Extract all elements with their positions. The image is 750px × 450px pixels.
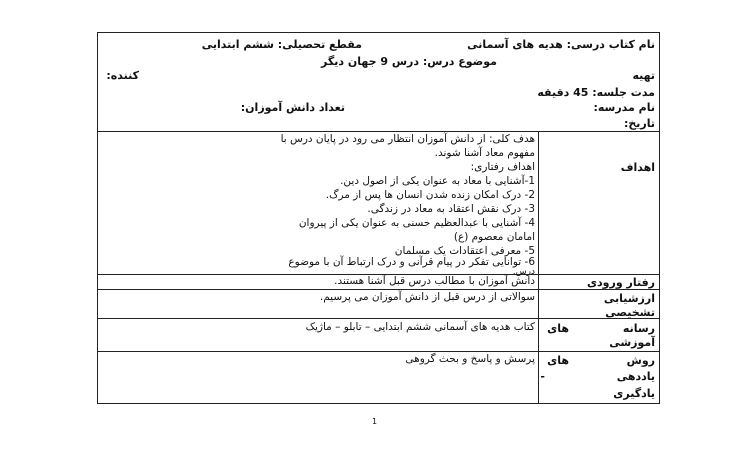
objectives-label: اهداف bbox=[620, 161, 655, 174]
methods-label-3: یادگیری bbox=[613, 387, 655, 400]
grade-level: مقطع تحصیلی: ششم ابتدایی bbox=[201, 38, 362, 51]
session-duration: مدت جلسه: 45 دقیقه bbox=[537, 86, 655, 99]
student-count: تعداد دانش آموزان: bbox=[240, 101, 345, 114]
row-divider-3 bbox=[97, 318, 660, 319]
row-divider-2 bbox=[97, 289, 660, 290]
page-number: 1 bbox=[372, 417, 378, 426]
school-name: نام مدرسه: bbox=[593, 101, 655, 114]
bottom-border bbox=[97, 403, 660, 404]
media-label-1a: رسانه bbox=[622, 322, 655, 335]
column-divider bbox=[538, 131, 539, 404]
objective-line: 4- آشنایی با عبدالعظیم حسنی به عنوان یکی از پیروان bbox=[298, 217, 535, 229]
media-text: کتاب هدیه های آسمانی ششم ابتدایی – تابلو – ماژیک bbox=[305, 321, 535, 333]
left-border bbox=[97, 32, 98, 404]
entry-behavior-label: رفتار ورودی bbox=[586, 276, 655, 289]
diagnostic-label-1: ارزشیابی bbox=[603, 292, 655, 305]
objective-line: مفهوم معاد آشنا شوند. bbox=[434, 147, 535, 159]
diagnostic-text: سوالاتی از درس قبل از دانش آموزان می پرسیم. bbox=[319, 291, 535, 303]
objective-line: امامان معصوم (ع) bbox=[453, 231, 535, 243]
methods-label-1b: های bbox=[547, 354, 569, 367]
header-bottom-border bbox=[97, 131, 660, 132]
media-label-1b: های bbox=[547, 322, 569, 335]
objective-line: 3- درک نقش اعتقاد به معاد در زندگی. bbox=[367, 203, 535, 215]
objective-line: 1-آشنایی با معاد به عنوان یکی از اصول دین. bbox=[340, 175, 535, 187]
methods-label-2: یاددهی bbox=[616, 370, 655, 383]
objective-line: 2- درک امکان زنده شدن انسان ها پس از مرگ. bbox=[325, 189, 535, 201]
prepared-by-label: تهیه bbox=[632, 69, 655, 82]
right-border bbox=[659, 32, 660, 404]
objective-line: 6- توانایی تفکر در پیام قرآنی و درک ارتباط آن با موضوع bbox=[288, 256, 535, 268]
book-name: نام کتاب درسی: هدیه های آسمانی bbox=[467, 38, 655, 51]
methods-text: پرسش و پاسخ و بحث گروهی bbox=[405, 353, 535, 365]
date-label: تاریخ: bbox=[623, 117, 655, 130]
media-label-2: آموزشی bbox=[609, 336, 655, 349]
objective-line: اهداف رفتاری: bbox=[470, 161, 535, 173]
methods-label-1a: روش bbox=[626, 354, 655, 367]
top-border bbox=[97, 32, 660, 33]
objective-line: هدف کلی: از دانش آموزان انتظار می رود در پایان درس با bbox=[280, 133, 535, 145]
objective-line: 5- معرفی اعتقادات یک مسلمان bbox=[394, 245, 535, 257]
entry-behavior-text: دانش آموزان با مطالب درس قبل آشنا هستند. bbox=[334, 275, 535, 287]
methods-label-2b: - bbox=[540, 370, 545, 383]
diagnostic-label-2: تشخیصی bbox=[605, 306, 655, 319]
lesson-topic: موضوع درس: درس 9 جهان دیگر bbox=[321, 55, 497, 68]
prepared-by-label-2: کننده: bbox=[106, 69, 139, 82]
row-divider-4 bbox=[97, 351, 660, 352]
objective-line: درس. bbox=[512, 267, 535, 277]
